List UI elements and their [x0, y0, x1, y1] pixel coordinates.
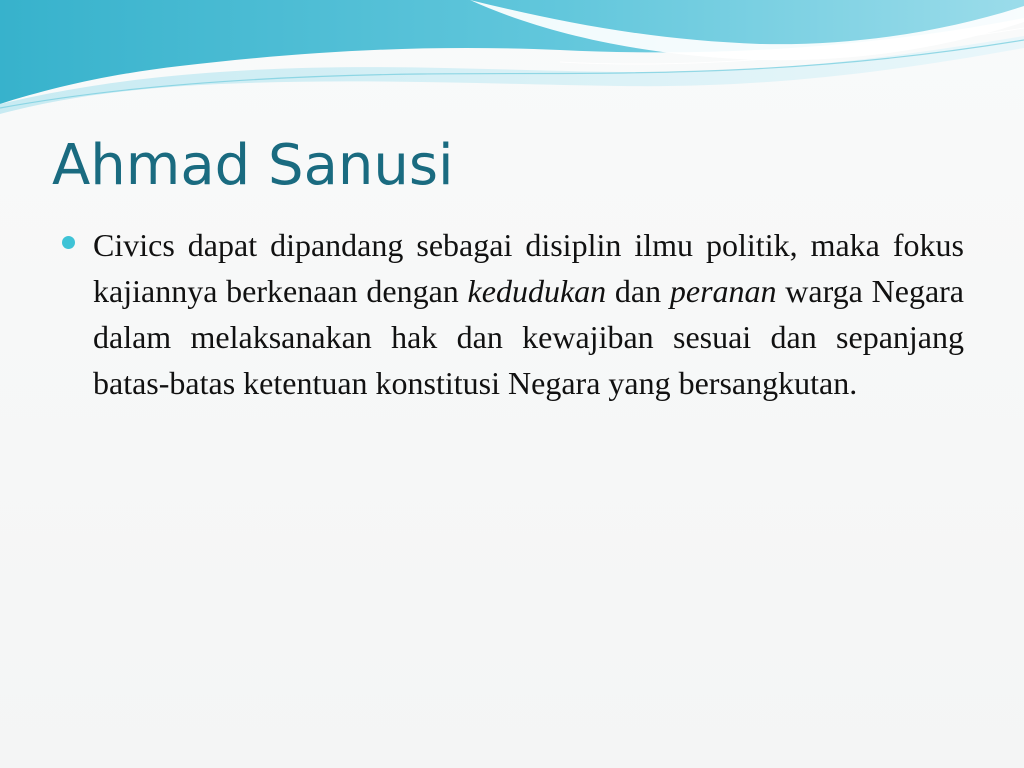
bullet-text-segment: warga Negara dalam melaksanakan hak dan kewajiban sesuai dan sepanjang batas-batas ketentuan konstitusi Negara yang bersangkutan.	[93, 273, 965, 401]
bullet-text-italic-peranan: peranan	[669, 273, 777, 309]
slide-content	[62, 222, 964, 406]
bullet-dot-icon	[62, 236, 75, 249]
bullet-text	[93, 222, 964, 406]
wave-header-decoration	[0, 0, 1024, 120]
bullet-item	[62, 222, 964, 406]
bullet-text-segment: dan	[606, 273, 670, 309]
slide-title: Ahmad Sanusi	[52, 133, 454, 198]
bullet-text-italic-kedudukan: kedudukan	[467, 273, 607, 309]
bullet-text-segment: Civics dapat dipandang sebagai disiplin ilmu politik, maka fokus kajiannya berkenaan dengan	[93, 227, 964, 309]
